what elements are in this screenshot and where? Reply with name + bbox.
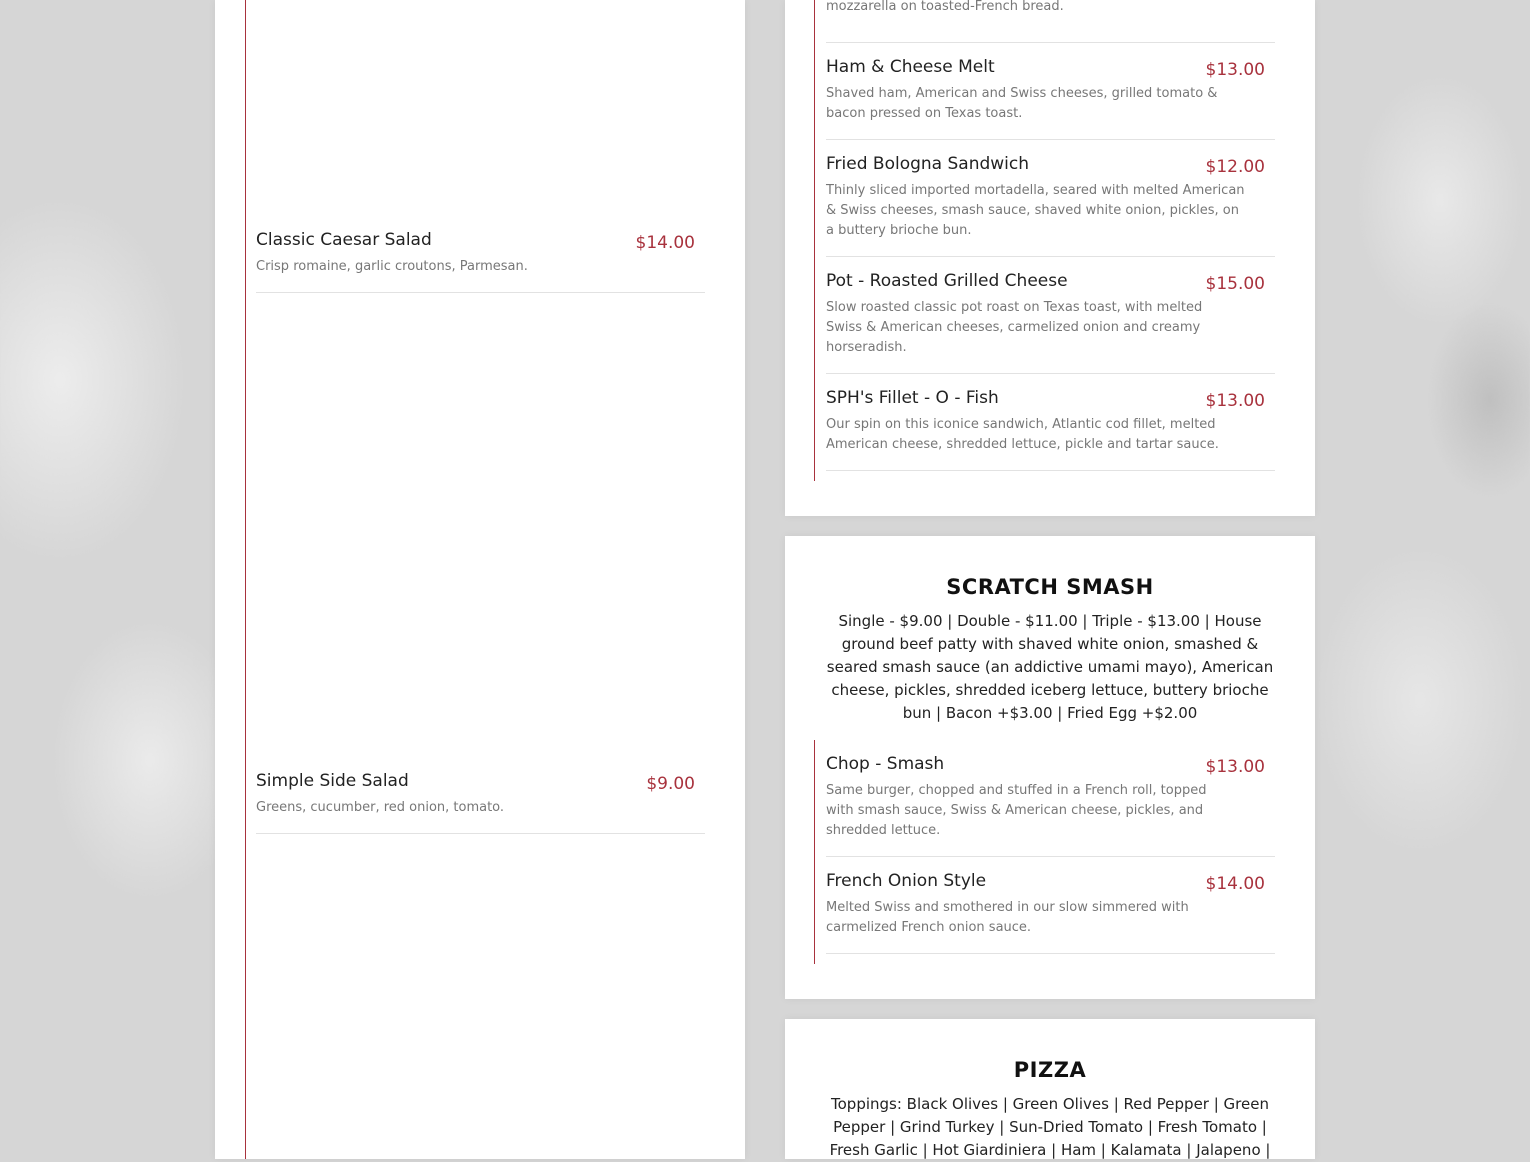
item-description: Same burger, chopped and stuffed in a French roll, topped with smash sauce, Swiss & American cheese, pickles, and shredded lettuce.: [826, 783, 1207, 838]
salads-panel: [215, 0, 745, 1159]
item-description: Greens, cucumber, red onion, tomato.: [256, 800, 505, 815]
item-name: Pot - Roasted Grilled Cheese: [826, 271, 1068, 291]
item-description: Slow roasted classic pot roast on Texas toast, with melted Swiss & American cheeses, carmelized onion and creamy horseradish.: [826, 300, 1203, 355]
item-description: Thinly sliced imported mortadella, seared with melted American & Swiss cheeses, smash sauce, shaved white onion, pickles, on a buttery brioche bun.: [826, 183, 1245, 238]
item-description: Shaved ham, American and Swiss cheeses, grilled tomato & bacon pressed on Texas toast.: [826, 86, 1218, 121]
item-divider: [826, 42, 1275, 43]
item-price: $14.00: [635, 233, 695, 253]
item-divider: [826, 139, 1275, 140]
item-name: Classic Caesar Salad: [256, 230, 432, 250]
item-price: $15.00: [1205, 274, 1265, 294]
item-divider: [826, 470, 1275, 471]
item-name: Ham & Cheese Melt: [826, 57, 995, 77]
item-price: $14.00: [1205, 874, 1265, 894]
item-name: French Onion Style: [826, 871, 987, 891]
item-divider: [826, 256, 1275, 257]
accent-rule: [814, 740, 815, 964]
item-name: SPH's Fillet - O - Fish: [826, 388, 999, 408]
accent-rule: [814, 0, 815, 481]
item-description: Our spin on this iconice sandwich, Atlantic cod fillet, melted American cheese, shredded lettuce, pickle and tartar sauce.: [826, 417, 1219, 452]
item-price: $13.00: [1205, 60, 1265, 80]
item-divider: [256, 292, 705, 293]
item-price: $12.00: [1205, 157, 1265, 177]
item-divider: [826, 373, 1275, 374]
item-description: Crisp romaine, garlic croutons, Parmesan.: [256, 259, 528, 274]
section-title: SCRATCH SMASH: [946, 575, 1154, 599]
item-divider: [826, 953, 1275, 954]
item-divider: [826, 856, 1275, 857]
pizza-panel: [785, 1019, 1315, 1159]
item-description: mozzarella on toasted-French bread.: [826, 0, 1064, 14]
accent-rule: [245, 0, 246, 1159]
scratch-smash-panel: [785, 536, 1315, 999]
sandwiches-panel: [785, 0, 1315, 516]
section-description: Single - $9.00 | Double - $11.00 | Triple - $13.00 | House ground beef patty with shaved white onion, smashed & seared smash sauce (an addictive umami mayo), American cheese, pickles, shredded iceberg lettuce, buttery brioche bun | Bacon +$3.00 | Fried Egg +$2.00: [826, 612, 1274, 722]
section-title: PIZZA: [1013, 1058, 1087, 1082]
item-name: Simple Side Salad: [256, 771, 409, 791]
item-name: Fried Bologna Sandwich: [826, 154, 1030, 174]
item-description: Melted Swiss and smothered in our slow simmered with carmelized French onion sauce.: [826, 900, 1189, 935]
item-price: $13.00: [1205, 391, 1265, 411]
item-price: $13.00: [1205, 757, 1265, 777]
item-name: Chop - Smash: [826, 754, 945, 774]
item-price: $9.00: [646, 774, 695, 794]
section-description: Toppings: Black Olives | Green Olives | Red Pepper | Green Pepper | Grind Turkey | Sun-Dried Tomato | Fresh Tomato | Fresh Garlic | Hot Giardiniera | Ham | Kalamata | Jalapeno |: [829, 1095, 1271, 1159]
item-divider: [256, 833, 705, 834]
